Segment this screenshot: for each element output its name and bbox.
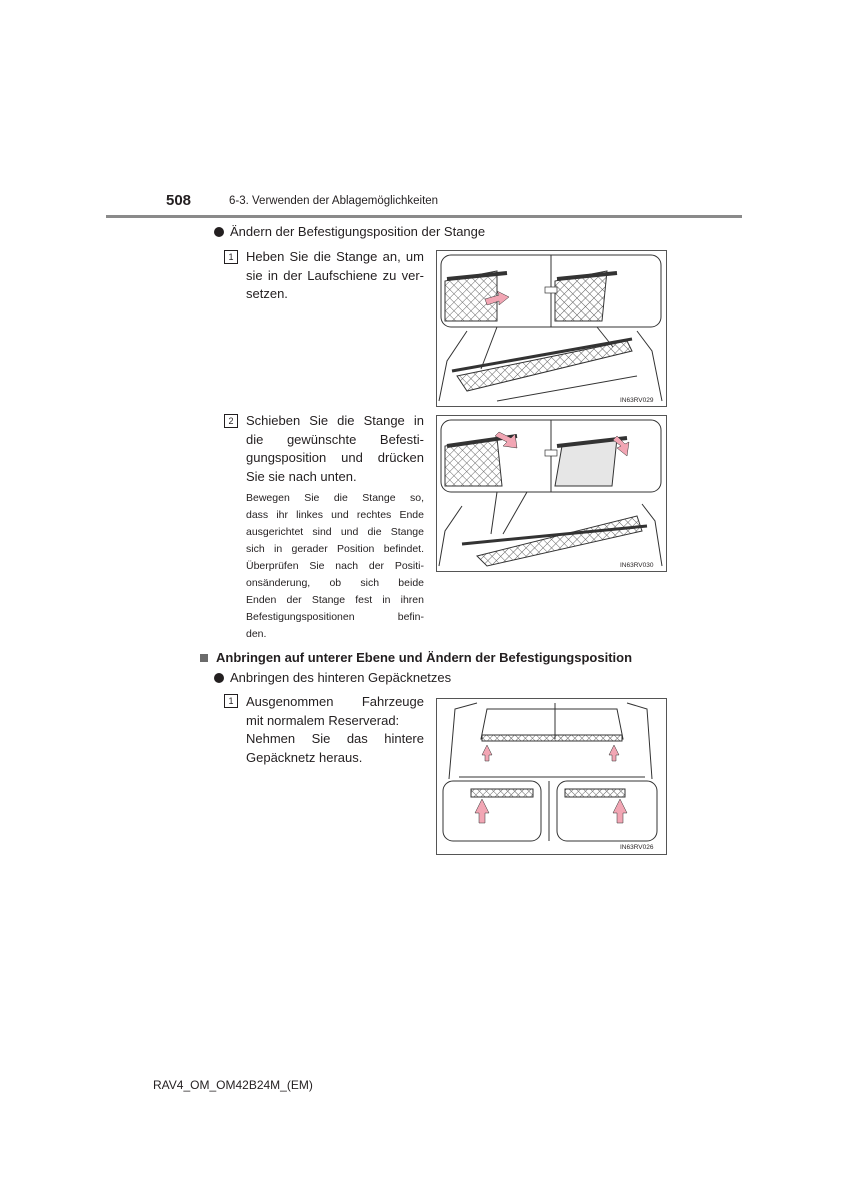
lower-step-1-text [246, 693, 424, 767]
note-line: Enden der Stange fest in ihren [246, 594, 424, 606]
text-line: Gepäcknetz heraus. [246, 749, 363, 765]
note-line: ausgerichtet sind und die Stange [246, 526, 424, 538]
step-number-box: 1 [224, 694, 238, 708]
footer-doc-code: RAV4_OM_OM42B24M_(EM) [153, 1078, 313, 1092]
step-number-box: 2 [224, 414, 238, 428]
text-line: Schieben Sie die Stange in [246, 413, 424, 428]
square-bullet-icon [200, 654, 208, 662]
text-line: Sie sie nach unten. [246, 468, 357, 484]
section-heading-lower-level [200, 650, 632, 665]
note-line: sich in gerader Position befindet. [246, 543, 424, 555]
bullet-text: Ändern der Befestigungsposition der Stange [230, 224, 486, 239]
note-line: dass ihr linkes und rechtes Ende [246, 509, 424, 521]
text-line: mit normalem Reserverad: [246, 712, 400, 728]
note-line: Überprüfen Sie nach der Positi- [246, 560, 424, 572]
note-line: den. [246, 628, 267, 640]
heading-text: Anbringen auf unterer Ebene und Ändern der Befestigungsposition [216, 650, 633, 665]
slide-bar-illustration [437, 416, 666, 571]
note-line: Bewegen Sie die Stange so, [246, 492, 424, 504]
note-line: onsänderung, ob sich beide [246, 577, 424, 589]
text-line: Ausgenommen Fahrzeuge [246, 694, 424, 709]
bullet-change-position [214, 224, 485, 239]
text-line: Heben Sie die Stange an, um [246, 249, 424, 264]
bullet-rear-net [214, 670, 451, 685]
bullet-dot-icon [214, 673, 224, 683]
figure-slide-bar [436, 415, 667, 572]
bullet-text: Anbringen des hinteren Gepäcknetzes [230, 670, 452, 685]
note-line: Befestigungspositionen befin- [246, 611, 424, 623]
page-number: 508 [166, 192, 192, 209]
figure-remove-net [436, 698, 667, 855]
text-line: Nehmen Sie das hintere [246, 731, 424, 746]
text-line: setzen. [246, 286, 288, 301]
figure-code: IN63RV029 [620, 397, 654, 404]
text-line: die gewünschte Befesti- [246, 431, 424, 447]
step-2-note [246, 490, 424, 643]
bullet-dot-icon [214, 227, 224, 237]
step-2-text [246, 412, 424, 486]
figure-code: IN63RV026 [620, 844, 654, 851]
step-number-box: 1 [224, 250, 238, 264]
text-line: gungsposition und drücken [246, 450, 424, 465]
lift-bar-illustration [437, 251, 666, 406]
step-1-text [246, 248, 424, 304]
figure-lift-bar [436, 250, 667, 407]
figure-code: IN63RV030 [620, 562, 654, 569]
text-line: sie in der Laufschiene zu ver- [246, 267, 424, 283]
remove-net-illustration [437, 699, 666, 854]
section-title: 6-3. Verwenden der Ablagemöglichkeiten [229, 195, 439, 207]
header-rule [106, 215, 742, 218]
